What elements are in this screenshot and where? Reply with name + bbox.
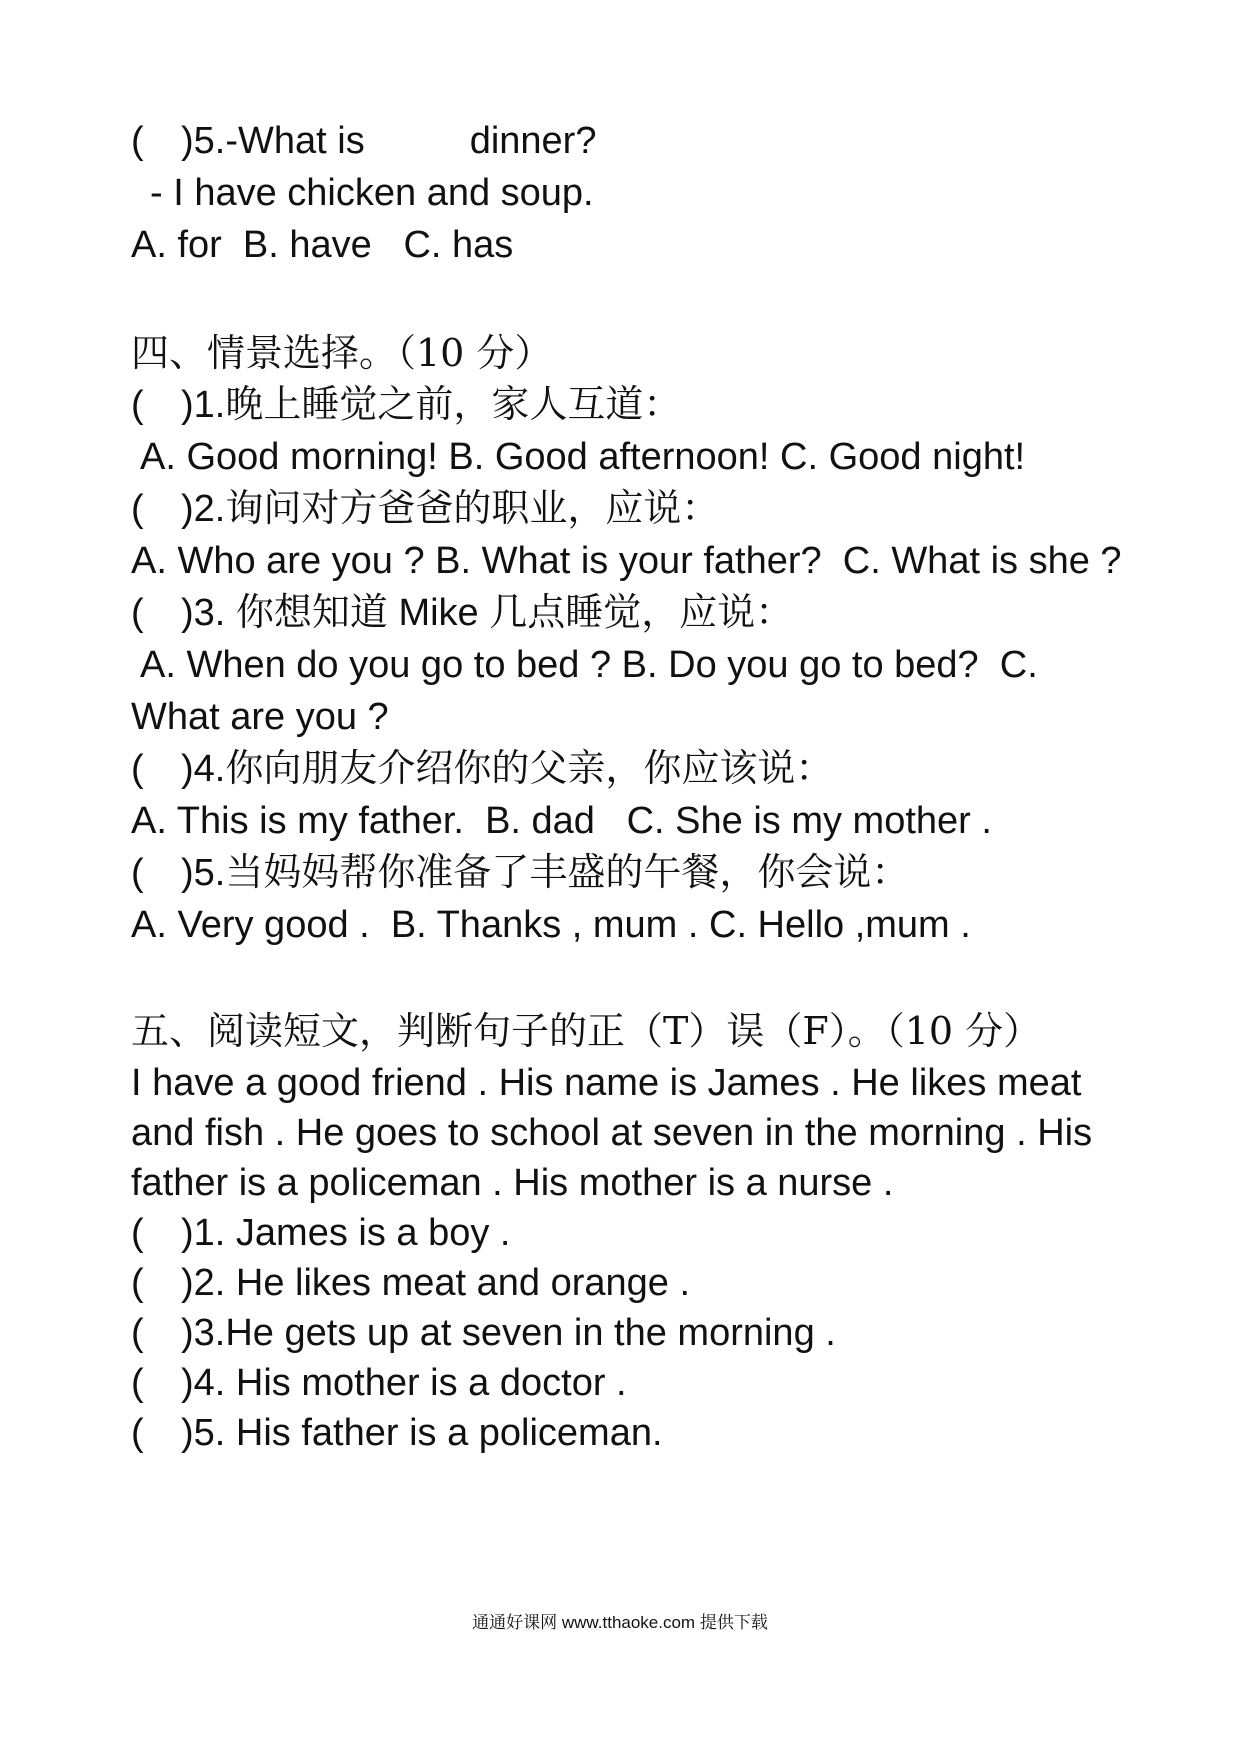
question-text: )4.你向朋友介绍你的父亲，你应该说： [181, 748, 834, 790]
answer-paren: ( [131, 120, 144, 162]
s3-q5-options: A. for B. have C. has [131, 224, 514, 266]
s4-q1 [131, 382, 681, 428]
question-text: )1.晚上睡觉之前，家人互道： [181, 384, 682, 426]
passage-line: and fish . He goes to school at seven in the morning . His [131, 1112, 1093, 1154]
s3-q5-question [131, 118, 596, 164]
s4-q4-options: A. This is my father. B. dad C. She is my mother . [131, 800, 992, 842]
answer-paren: ( [131, 1362, 144, 1404]
answer-paren: ( [131, 1312, 144, 1354]
s4-q4 [131, 746, 833, 792]
s4-q2 [131, 486, 719, 532]
question-text: )2. He likes meat and orange . [181, 1262, 691, 1304]
question-text: )3.He gets up at seven in the morning . [181, 1312, 836, 1354]
s4-q5-options: A. Very good . B. Thanks , mum . C. Hello ,mum . [131, 904, 971, 946]
question-text: )1. James is a boy . [181, 1212, 511, 1254]
question-tail: dinner? [469, 120, 597, 162]
s4-q3-options-line1: A. When do you go to bed ? B. Do you go to bed? C. [140, 644, 1038, 686]
answer-paren: ( [131, 1412, 144, 1454]
s4-q3-options-line2: What are you ? [131, 696, 389, 738]
answer-paren: ( [131, 1212, 144, 1254]
s5-q1 [131, 1210, 510, 1256]
s4-q5 [131, 850, 909, 896]
section5-heading: 五、阅读短文，判断句子的正（T）误（F）。（10 分） [131, 1009, 1042, 1053]
s5-q2 [131, 1260, 690, 1306]
question-text: )4. His mother is a doctor . [181, 1362, 627, 1404]
s5-q3 [131, 1310, 836, 1356]
s4-q3 [131, 590, 793, 636]
s4-q1-options: A. Good morning! B. Good afternoon! C. Good night! [140, 436, 1026, 478]
answer-paren: ( [131, 384, 144, 426]
s3-q5-answer: - I have chicken and soup. [150, 172, 594, 214]
passage-line: father is a policeman . His mother is a nurse . [131, 1162, 894, 1204]
question-text: )2.询问对方爸爸的职业，应说： [181, 488, 720, 530]
question-text: )5.当妈妈帮你准备了丰盛的午餐，你会说： [181, 852, 910, 894]
answer-paren: ( [131, 488, 144, 530]
question-text: )5.-What is [181, 120, 365, 162]
page-footer: 通通好课网 www.tthaoke.com 提供下载 [472, 1613, 768, 1632]
question-text: )5. His father is a policeman. [181, 1412, 663, 1454]
s5-q4 [131, 1360, 627, 1406]
question-text: )3. 你想知道 Mike 几点睡觉，应说： [181, 592, 794, 634]
answer-paren: ( [131, 592, 144, 634]
answer-paren: ( [131, 748, 144, 790]
section4-heading: 四、情景选择。（10 分） [131, 331, 553, 375]
passage-line: I have a good friend . His name is James . He likes meat [131, 1062, 1082, 1104]
s5-q5 [131, 1410, 663, 1456]
s4-q2-options: A. Who are you ? B. What is your father? C. What is she ? [131, 540, 1122, 582]
answer-paren: ( [131, 852, 144, 894]
answer-paren: ( [131, 1262, 144, 1304]
